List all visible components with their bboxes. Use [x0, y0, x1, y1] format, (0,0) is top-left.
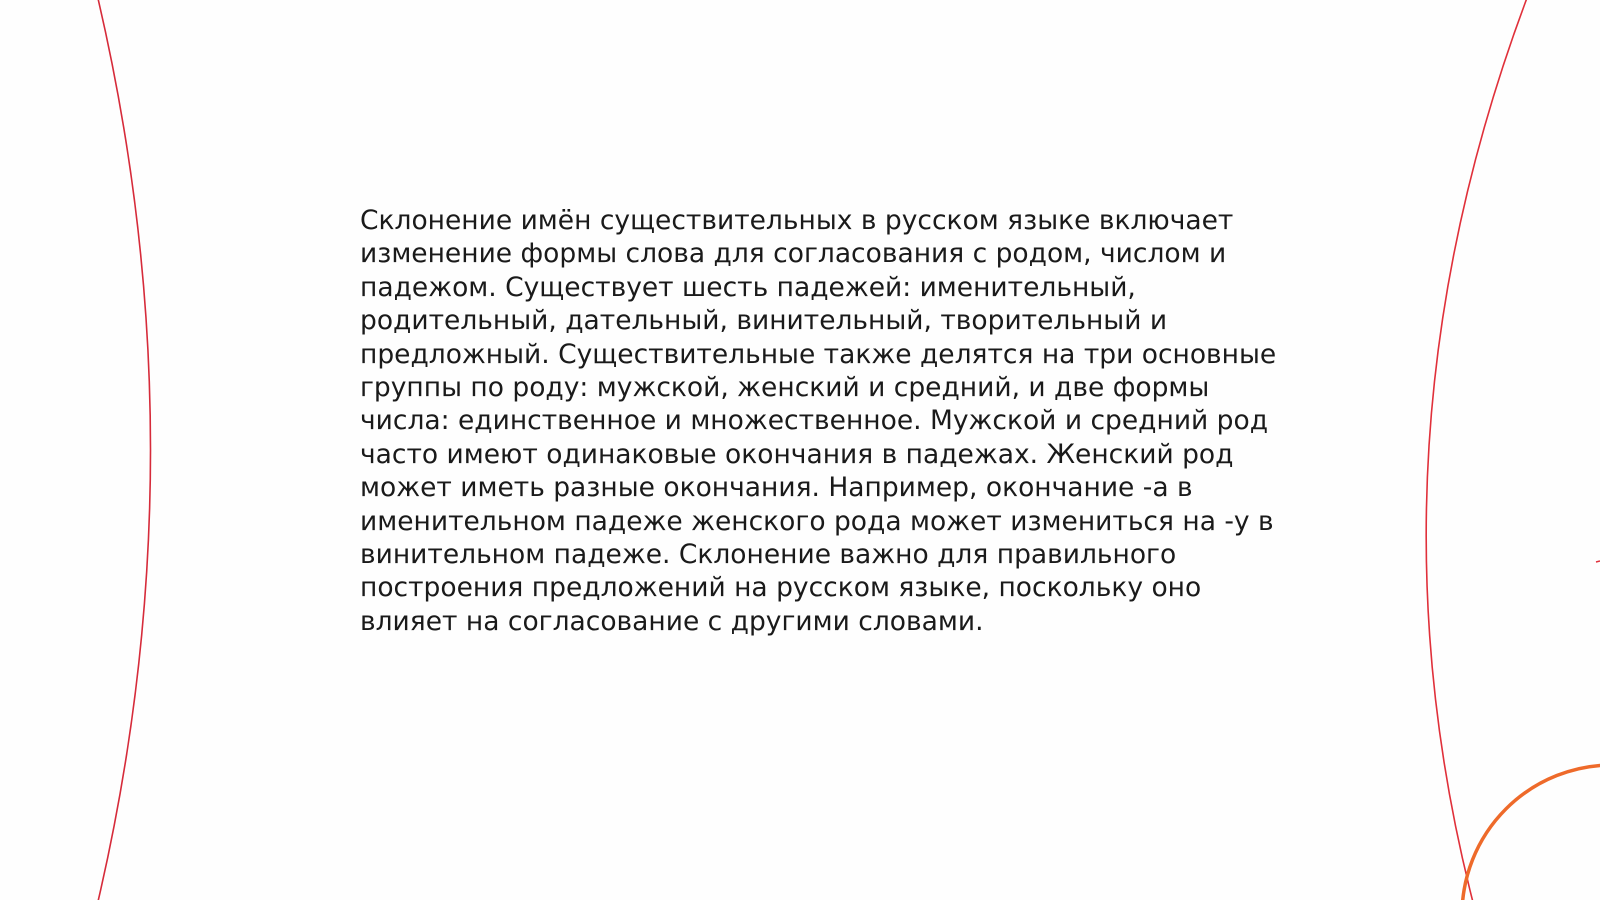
paragraph-line-4: родительный, дательный, винительный, творительный и	[360, 305, 1168, 337]
paragraph-line-13: влияет на согласование с другими словами.	[360, 605, 984, 637]
paragraph-line-2: изменение формы слова для согласования с родом, числом и	[360, 238, 1227, 270]
paragraph-line-12: построения предложений на русском языке, поскольку оно	[360, 572, 1202, 604]
paragraph-line-1: Склонение имён существительных в русском языке включает	[360, 205, 1234, 236]
right-edge-tick-decoration	[1596, 561, 1600, 562]
right-arc-decoration	[1426, 0, 1530, 900]
body-paragraph	[360, 204, 1277, 638]
paragraph-line-9: может иметь разные окончания. Например, окончание -а в	[360, 472, 1193, 504]
left-arc-decoration	[96, 0, 151, 900]
paragraph-line-11: винительном падеже. Склонение важно для правильного	[360, 539, 1177, 571]
corner-circle-decoration	[1462, 765, 1600, 900]
paragraph-line-10: именительном падеже женского рода может измениться на -у в	[360, 505, 1274, 537]
paragraph-line-3: падежом. Существует шесть падежей: именительный,	[360, 271, 1136, 303]
paragraph-line-5: предложный. Существительные также делятся на три основные	[360, 338, 1277, 370]
paragraph-line-6: группы по роду: мужской, женский и средний, и две формы	[360, 372, 1210, 404]
paragraph-line-7: числа: единственное и множественное. Мужской и средний род	[360, 405, 1269, 437]
paragraph-line-8: часто имеют одинаковые окончания в падежах. Женский род	[360, 438, 1234, 470]
